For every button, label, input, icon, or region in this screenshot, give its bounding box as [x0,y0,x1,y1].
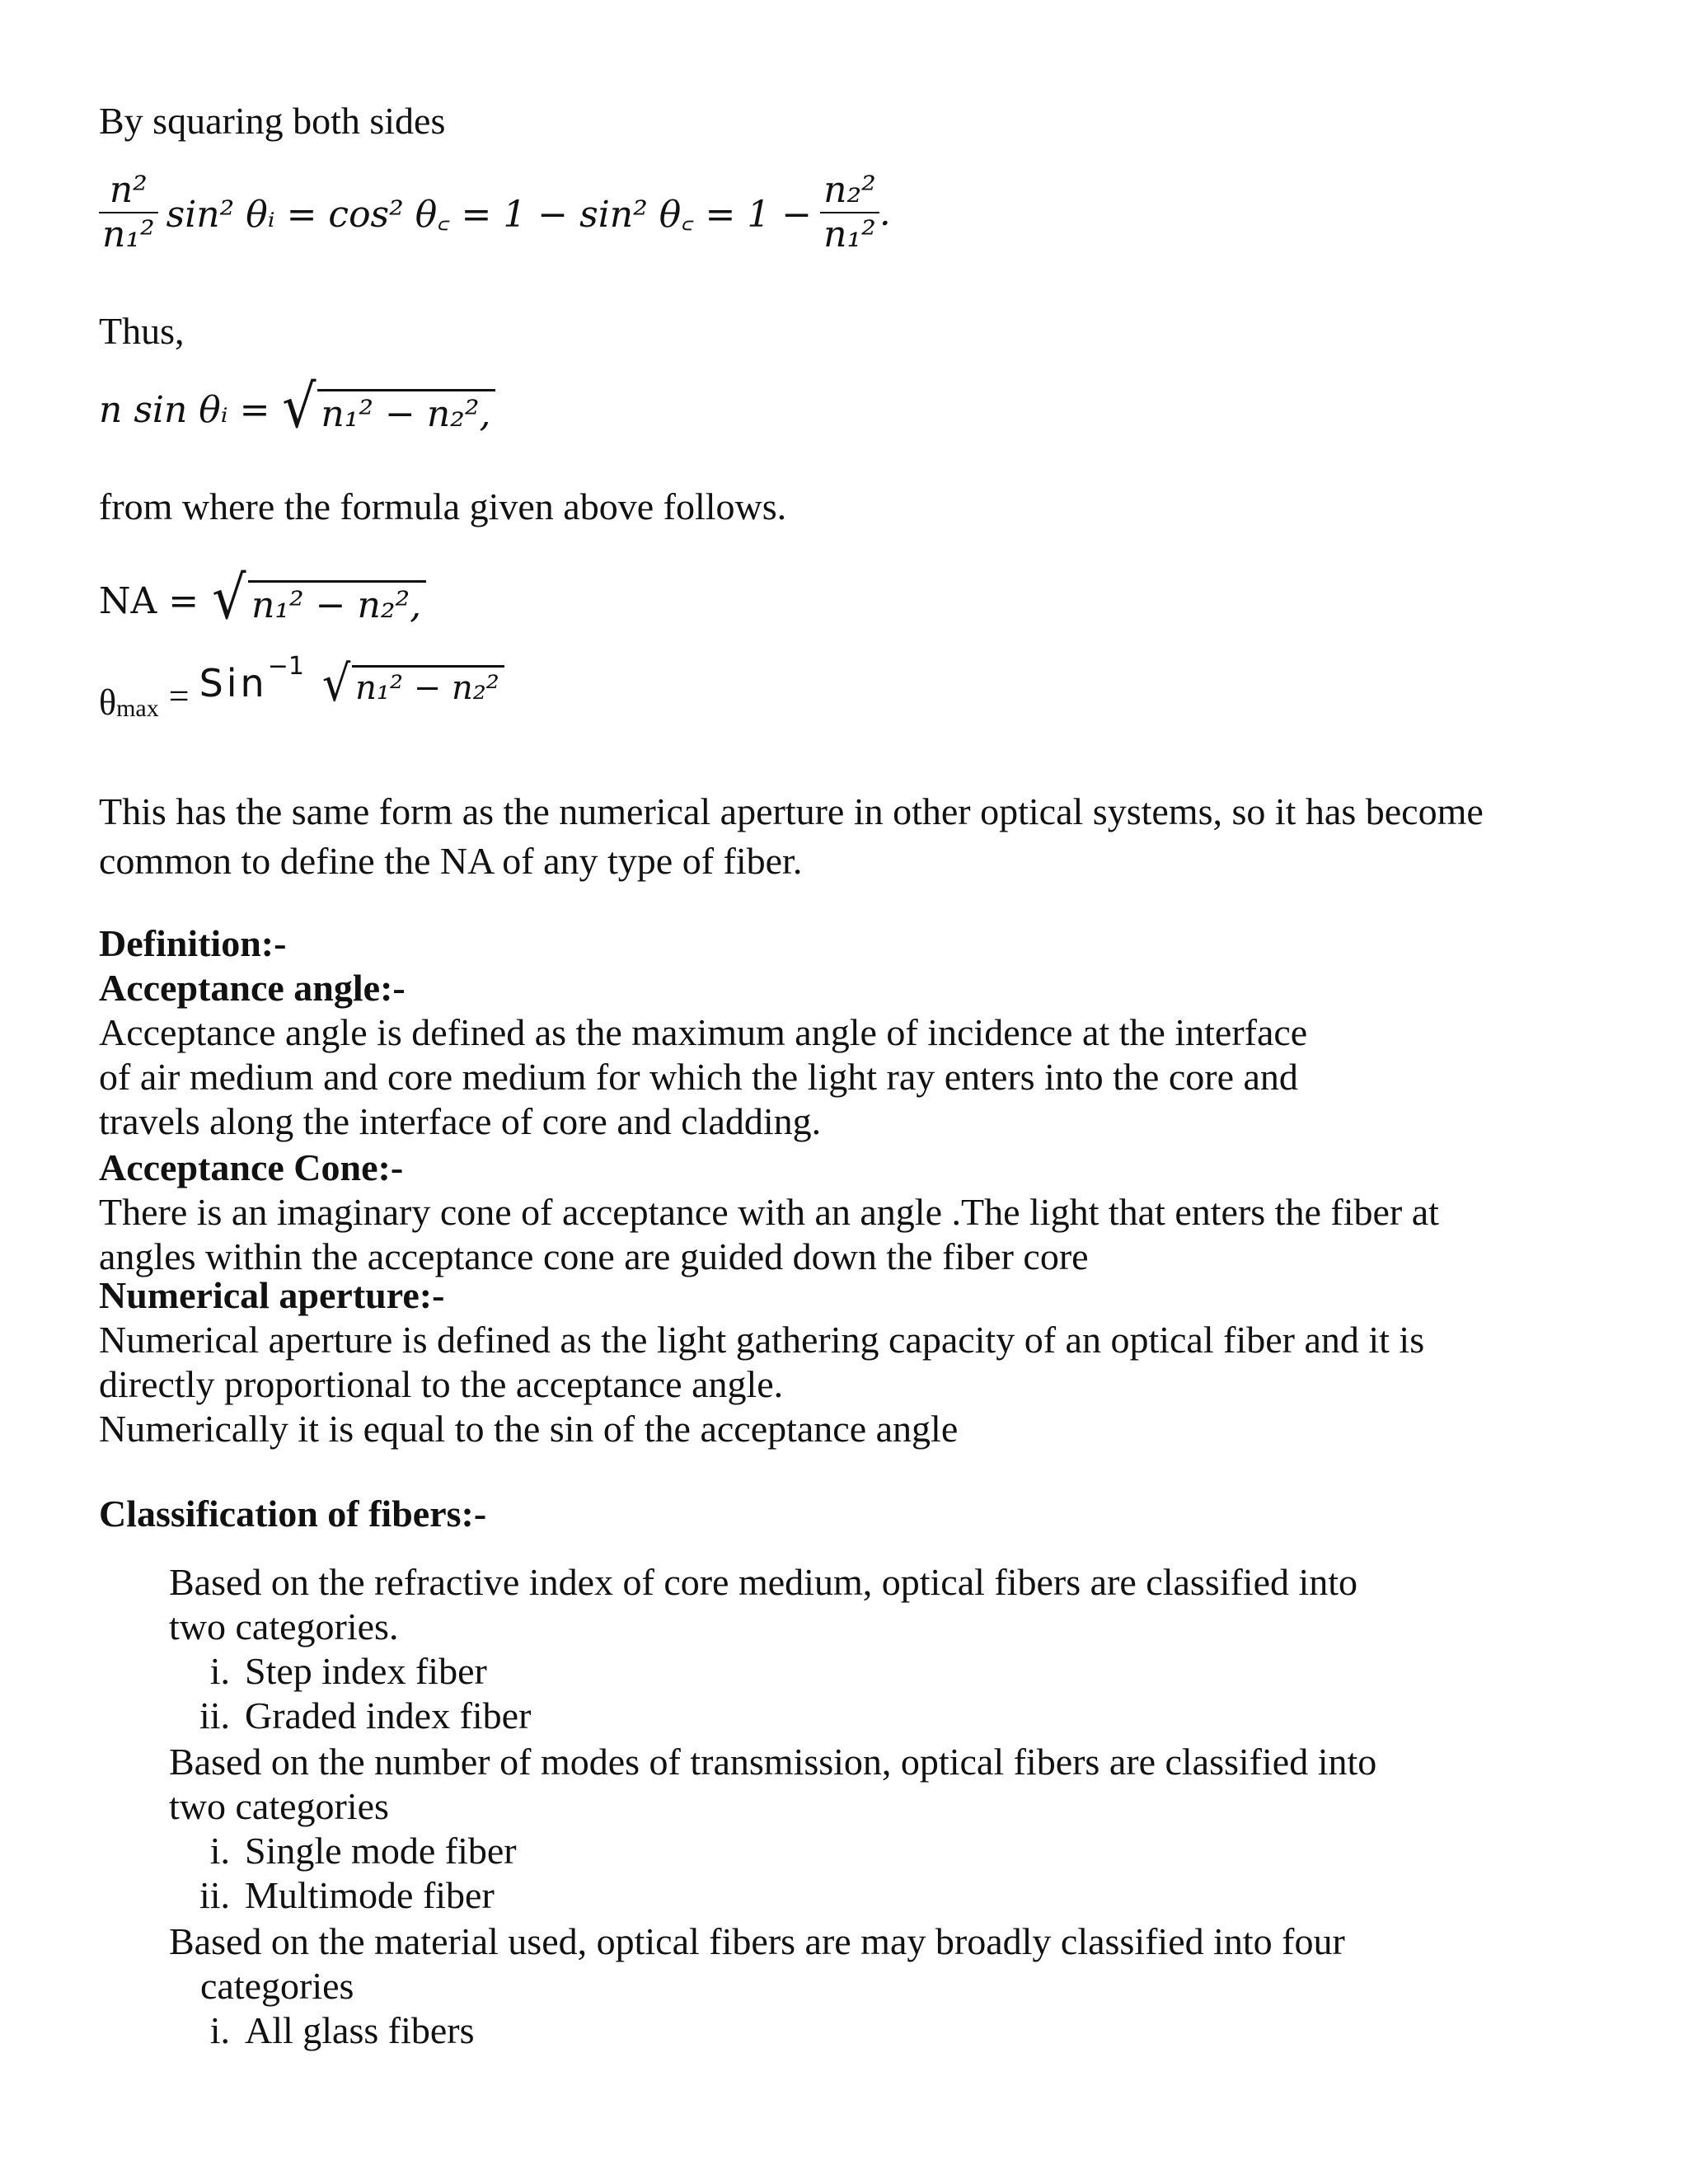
list-number: i. [209,2009,230,2051]
paragraph-line: Based on the refractive index of core medium, optical fibers are classified into [169,1561,1358,1603]
classification-modes [169,1740,1376,1918]
fraction-n2-over-n1 [820,169,879,256]
acceptance-cone-heading: Acceptance Cone:- [99,1146,404,1188]
fraction-denominator: n₁² [99,212,158,256]
radical-sign: √ [321,655,351,713]
list-item [169,2008,1345,2053]
list-item [169,1873,1376,1918]
list-text: Multimode fiber [245,1874,495,1916]
paragraph-line: Acceptance angle is defined as the maximum angle of incidence at the interface [99,1011,1308,1053]
list-number: ii. [199,1694,230,1736]
equation-n-sin [99,372,495,441]
paragraph-line: Numerical aperture is defined as the light gathering capacity of an optical fiber and it is [99,1319,1425,1361]
list-number: i. [209,1650,230,1692]
acceptance-cone-section [99,1146,1439,1279]
numerical-aperture-heading: Numerical aperture:- [99,1274,445,1316]
thus-text: Thus, [99,310,185,352]
equation-lhs: n sin θᵢ = [99,389,270,431]
equation-squared [99,169,891,256]
list-text: Step index fiber [245,1650,487,1692]
intro-text: By squaring both sides [99,100,446,142]
paragraph-line: This has the same form as the numerical aperture in other optical systems, so it has become [99,790,1484,832]
classification-refractive-index [169,1560,1357,1738]
acceptance-angle-heading: Acceptance angle:- [99,967,406,1009]
classification-heading: Classification of fibers:- [99,1493,487,1535]
paragraph-line: Numerically it is equal to the sin of the acceptance angle [99,1408,959,1450]
equation-lhs: NA = [99,580,199,622]
square-root [210,563,426,632]
radicand: n₁² − n₂² [352,665,504,707]
radicand: n₁² − n₂², [317,389,495,435]
paragraph-line: two categories. [169,1605,399,1647]
numerical-aperture-section [99,1273,1424,1451]
paragraph-line: directly proportional to the acceptance angle. [99,1363,784,1405]
radicand: n₁² − n₂², [248,580,426,626]
paragraph-line: travels along the interface of core and cladding. [99,1100,822,1142]
fraction-n-over-n1 [99,169,158,256]
paragraph-line: categories [200,1965,354,2007]
definition-heading: Definition:- [99,922,287,964]
paragraph-line: Based on the material used, optical fibers are may broadly classified into four [169,1920,1345,1962]
equation-end: . [879,191,891,234]
list-item [169,1649,1357,1694]
paragraph-line: of air medium and core medium for which the light ray enters into the core and [99,1056,1298,1098]
classification-material [169,1919,1345,2053]
equation-theta-max [99,652,504,724]
theta-symbol: θ [99,682,117,723]
paragraph-line: angles within the acceptance cone are guided down the fiber core [99,1235,1089,1277]
paragraph-line: common to define the NA of any type of fiber. [99,840,803,882]
list-text: Single mode fiber [245,1830,517,1872]
list-number: ii. [199,1874,230,1916]
sin-inverse-handwritten: Sin [199,661,268,705]
list-text: Graded index fiber [245,1694,532,1736]
follows-text: from where the formula given above follows. [99,485,787,527]
square-root [321,655,504,713]
square-root [280,372,496,441]
list-text: All glass fibers [245,2009,475,2051]
radical-sign: √ [212,563,246,632]
sin-inverse-exponent: −1 [267,652,304,681]
paragraph-line: Based on the number of modes of transmission, optical fibers are classified into [169,1741,1377,1783]
fraction-numerator: n² [109,169,148,211]
fraction-denominator: n₁² [820,212,879,256]
radical-sign: √ [281,372,316,441]
theta-subscript: max [116,695,159,722]
paragraph-na-form [99,787,1484,886]
paragraph-line: two categories [169,1785,389,1827]
list-item [169,1694,1357,1738]
equation-middle: sin² θᵢ = cos² θ꜀ = 1 − sin² θ꜀ = 1 − [166,194,813,236]
paragraph-line: There is an imaginary cone of acceptance with an angle .The light that enters the fiber at [99,1191,1439,1233]
list-number: i. [209,1830,230,1872]
acceptance-angle-section [99,966,1307,1144]
equation-na [99,563,426,632]
equals-sign: = [168,676,190,716]
fraction-numerator: n₂² [823,169,876,211]
list-item [169,1829,1376,1873]
